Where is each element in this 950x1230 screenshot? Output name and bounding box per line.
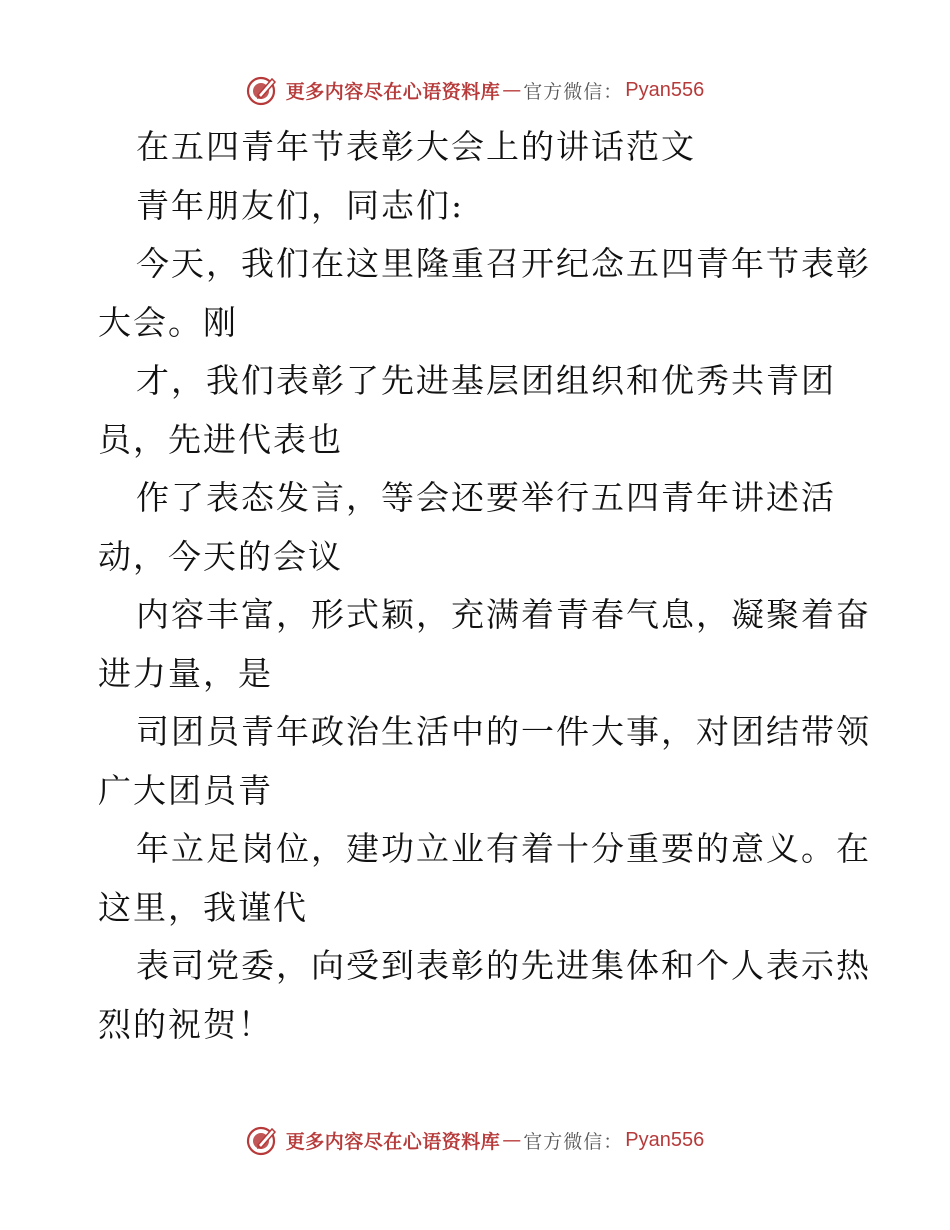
header-banner: [0, 70, 950, 110]
paragraph-line: 动，今天的会议: [98, 536, 343, 576]
banner-separator: —: [502, 79, 522, 101]
banner-wechat-id: Pyan556: [625, 78, 705, 101]
banner-separator: —: [502, 1129, 522, 1151]
paragraph-line: 今天，我们在这里隆重召开纪念五四青年节表彰: [136, 244, 871, 283]
document-body: [98, 118, 871, 1054]
salutation: 青年朋友们，同志们:: [136, 185, 465, 225]
banner-wechat-id: Pyan556: [625, 1128, 705, 1151]
document-title: 在五四青年节表彰大会上的讲话范文: [136, 127, 696, 166]
footer-banner: [0, 1120, 950, 1160]
banner-brand-text: 更多内容尽在心语资料库: [285, 80, 501, 103]
paragraph-line: 这里，我谨代: [98, 887, 308, 927]
paragraph-line: 才，我们表彰了先进基层团组织和优秀共青团: [136, 361, 836, 400]
paragraph-line: 年立足岗位，建功立业有着十分重要的意义。在: [136, 829, 871, 868]
paragraph-line: 作了表态发言，等会还要举行五四青年讲述活: [136, 478, 836, 517]
paragraph-line: 广大团员青: [98, 770, 273, 810]
paragraph-line: 司团员青年政治生活中的一件大事，对团结带领: [136, 712, 871, 751]
pen-logo-icon: [246, 73, 280, 107]
paragraph-line: 大会。刚: [98, 302, 238, 342]
pen-logo-icon: [246, 1123, 280, 1157]
banner-brand-text: 更多内容尽在心语资料库: [285, 1130, 501, 1153]
paragraph-line: 内容丰富，形式颖，充满着青春气息，凝聚着奋: [136, 595, 871, 634]
banner-wechat-label: 官方微信：: [523, 80, 624, 103]
paragraph-line: 进力量，是: [98, 653, 273, 693]
paragraph-line: 员，先进代表也: [98, 419, 343, 459]
paragraph-line: 烈的祝贺！: [98, 1004, 273, 1044]
paragraph-line: 表司党委，向受到表彰的先进集体和个人表示热: [136, 946, 871, 985]
banner-wechat-label: 官方微信：: [523, 1130, 624, 1153]
